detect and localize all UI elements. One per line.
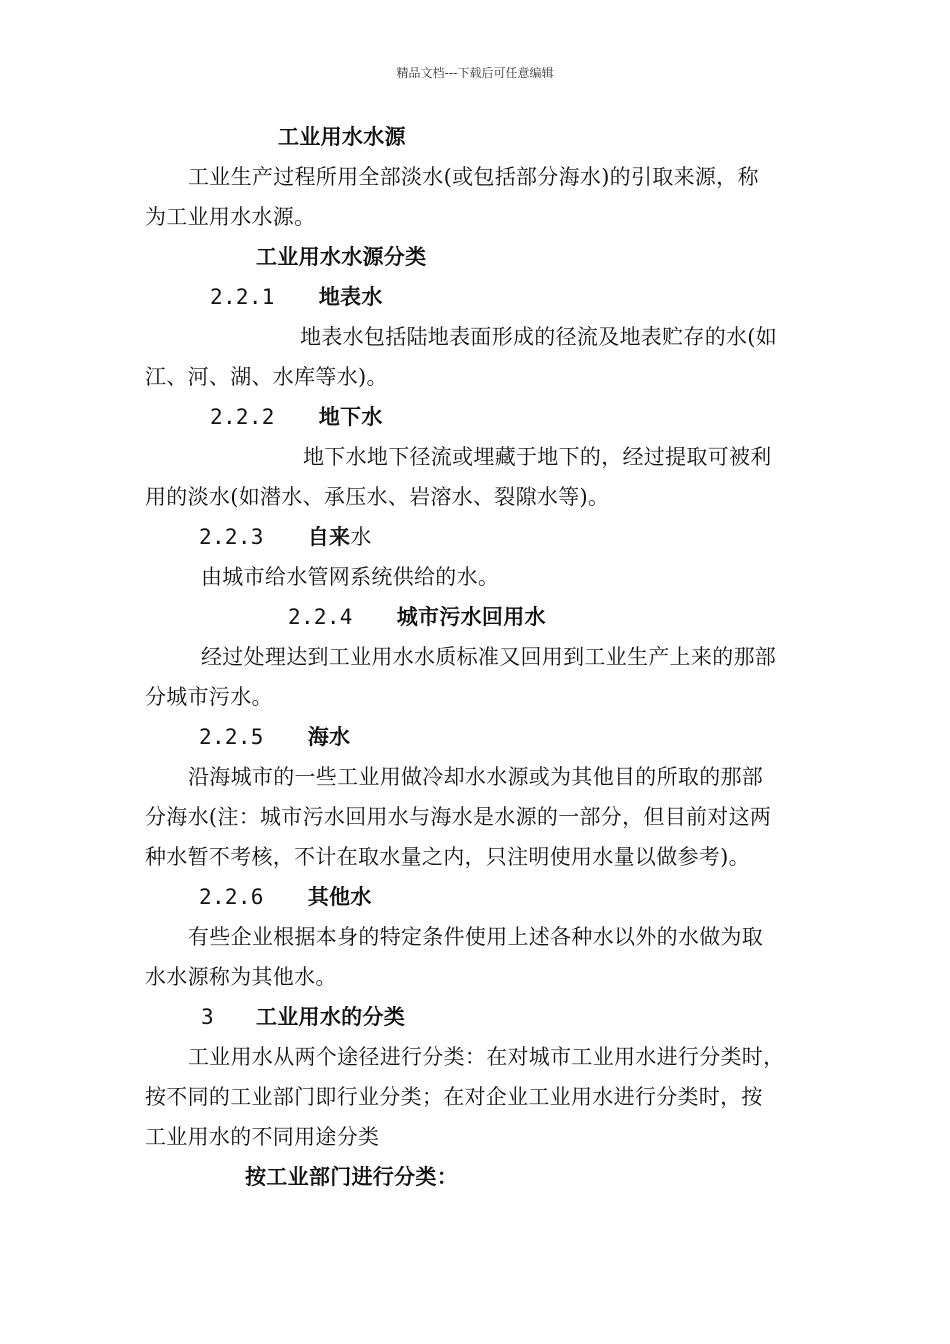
paragraph-3-line-3: 工业用水的不同用途分类 — [145, 1125, 380, 1149]
paragraph-3-line-1: 工业用水从两个途径进行分类：在对城市工业用水进行分类时， — [188, 1045, 785, 1069]
heading-text-normal: 水 — [350, 525, 372, 549]
paragraph-2-2-1-line-2: 江、河、湖、水库等水)。 — [145, 365, 388, 389]
heading-2-2-2 — [210, 402, 383, 432]
paragraph-2-2-5-line-1: 沿海城市的一些工业用做冷却水水源或为其他目的所取的那部 — [188, 765, 764, 789]
heading-number: 2.2.3 — [199, 525, 264, 549]
section-title: 工业用水水源分类 — [256, 244, 427, 269]
heading-number: 2.2.4 — [288, 605, 353, 629]
heading-2-2-3 — [199, 522, 372, 552]
heading-number: 2.2.5 — [199, 725, 264, 749]
heading-text: 地下水 — [318, 404, 383, 429]
heading-3 — [201, 1002, 405, 1032]
heading-2-2-4 — [288, 602, 546, 632]
paragraph-2-2-2-line-2: 用的淡水(如潜水、承压水、岩溶水、裂隙水等)。 — [145, 485, 610, 509]
heading-text: 地表水 — [318, 284, 383, 309]
heading-text: 其他水 — [307, 884, 372, 909]
heading-number: 2.2.6 — [199, 885, 264, 909]
heading-text: 工业用水的分类 — [255, 1004, 406, 1029]
paragraph-2-2-5-line-2: 分海水(注：城市污水回用水与海水是水源的一部分，但目前对这两 — [145, 805, 772, 829]
paragraph-2-2-4-line-2: 分城市污水。 — [145, 685, 273, 709]
heading-number: 2.2.2 — [210, 405, 275, 429]
heading-2-2-5 — [199, 722, 350, 752]
heading-text: 海水 — [307, 724, 351, 749]
paragraph-2-2-4-line-1: 经过处理达到工业用水水质标准又回用到工业生产上来的那部 — [201, 645, 777, 669]
paragraph-2-2-2-line-1: 地下水地下径流或埋藏于地下的，经过提取可被利 — [303, 445, 772, 469]
heading-number: 3 — [201, 1005, 214, 1029]
heading-2-2-6 — [199, 882, 372, 912]
heading-text: 城市污水回用水 — [396, 604, 546, 629]
paragraph-3-line-2: 按不同的工业部门即行业分类；在对企业工业用水进行分类时，按 — [145, 1085, 763, 1109]
paragraph-2-2-5-line-3: 种水暂不考核，不计在取水量之内，只注明使用水量以做参考)。 — [145, 845, 750, 869]
heading-2-2-1 — [210, 282, 383, 312]
paragraph-2-2-1-line-1: 地表水包括陆地表面形成的径流及地表贮存的水(如 — [300, 325, 778, 349]
intro-line-1: 工业生产过程所用全部淡水(或包括部分海水)的引取来源，称 — [188, 165, 759, 189]
page-header: 精品文档---下载后可任意编辑 — [396, 66, 554, 80]
sub-heading: 按工业部门进行分类： — [245, 1164, 458, 1189]
heading-text-bold: 自来 — [307, 524, 351, 549]
paragraph-2-2-6-line-1: 有些企业根据本身的特定条件使用上述各种水以外的水做为取 — [188, 925, 764, 949]
heading-number: 2.2.1 — [210, 285, 275, 309]
intro-line-2: 为工业用水水源。 — [145, 205, 316, 229]
paragraph-2-2-6-line-2: 水水源称为其他水。 — [145, 965, 337, 989]
document-title: 工业用水水源 — [278, 124, 406, 149]
paragraph-2-2-3-line-1: 由城市给水管网系统供给的水。 — [201, 565, 500, 589]
